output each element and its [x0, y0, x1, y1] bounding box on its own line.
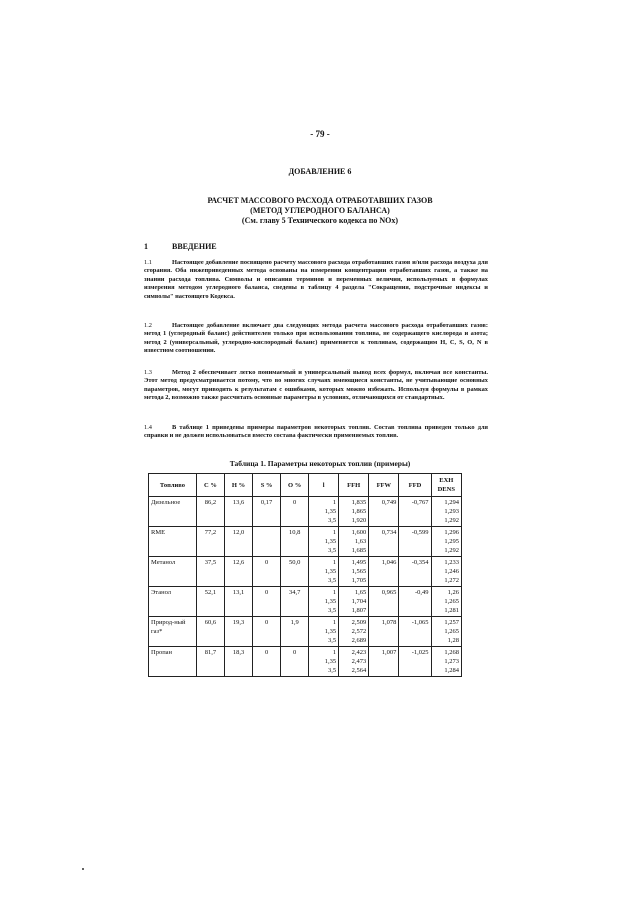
table-cell-line: 1,65	[354, 589, 367, 596]
title-line: РАСЧЕТ МАССОВОГО РАСХОДА ОТРАБОТАВШИХ ГАЗОВ	[207, 196, 433, 205]
document-title	[0, 196, 640, 226]
paragraph-number: 1.4	[144, 424, 152, 431]
table-cell-line: 1	[332, 589, 337, 596]
table-cell-l	[309, 617, 339, 647]
paragraph	[144, 259, 488, 301]
table-cell-line: 1	[332, 649, 337, 656]
table-cell-line: 1,296	[444, 529, 459, 536]
table-cell-ffd: -0,354	[399, 557, 431, 587]
table-cell-exh	[431, 527, 461, 557]
table-cell-o: 0	[281, 497, 309, 527]
table-cell-line: 1,233	[444, 559, 459, 566]
table-cell-h: 19,3	[224, 617, 252, 647]
table-cell-ffd: -0,767	[399, 497, 431, 527]
section-title: ВВЕДЕНИЕ	[172, 242, 217, 251]
table-cell-ffd: -0,599	[399, 527, 431, 557]
table-cell-line: 1,495	[351, 559, 367, 566]
table-cell-ffw: 1,078	[369, 617, 399, 647]
table-cell-fuel: Метанол	[149, 557, 197, 587]
table-cell-line: 1,265	[444, 628, 459, 635]
table-cell-exh	[431, 557, 461, 587]
table-cell-line: 3,5	[327, 637, 337, 644]
table-cell-line: 1,865	[351, 508, 367, 515]
title-line: (См. главу 5 Технического кодекса по NOx)	[241, 216, 399, 225]
table-cell-s: 0	[253, 587, 281, 617]
section-number: 1	[144, 242, 148, 251]
section-heading	[144, 242, 217, 251]
column-header: S %	[253, 474, 281, 497]
table-row	[149, 587, 462, 617]
column-header: l	[309, 474, 339, 497]
table-cell-c: 37,5	[196, 557, 224, 587]
table-cell-line: 1,685	[351, 547, 367, 554]
table-cell-h: 12,6	[224, 557, 252, 587]
paragraph-text: Настоящее добавление посвящено расчету массового расхода отработавших газов и/или расхода воздуха для сгорания. Оба нижеприведенных метода основаны на измерении концентрации отработавших газов, а также на знании расхода топлива. Символы и описания терминов и переменных величин, используемых в формулах измерения методом углеродного баланса, сведены в таблицу 4 раздела "Сокращения, подстрочные индексы и символы" настоящего Кодекса.	[144, 259, 488, 300]
table-cell-line: 1,35	[324, 538, 337, 545]
table-cell-ffd: -0,49	[399, 587, 431, 617]
table-cell-o: 0	[281, 647, 309, 677]
table-cell-l	[309, 527, 339, 557]
table-cell-line: 1,294	[444, 499, 459, 506]
table-cell-line: 2,473	[351, 658, 367, 665]
table-row	[149, 647, 462, 677]
column-header: FFW	[369, 474, 399, 497]
table-cell-l	[309, 557, 339, 587]
table-cell-l	[309, 497, 339, 527]
table-cell-fuel: Природ-ный газ*	[149, 617, 197, 647]
table-row	[149, 527, 462, 557]
scan-speck	[82, 868, 84, 870]
table-cell-line: 1,35	[324, 568, 337, 575]
table-cell-line: 1	[332, 529, 337, 536]
column-header: H %	[224, 474, 252, 497]
table-cell-ffw: 1,046	[369, 557, 399, 587]
table-cell-line: 1	[332, 499, 337, 506]
table-cell-h: 18,3	[224, 647, 252, 677]
table-cell-ffh	[339, 527, 369, 557]
title-line: (МЕТОД УГЛЕРОДНОГО БАЛАНСА)	[250, 206, 390, 215]
table-cell-ffh	[339, 617, 369, 647]
table-cell-line: 1	[332, 619, 337, 626]
paragraph	[144, 424, 488, 441]
table-cell-line: 3,5	[327, 607, 337, 614]
table-cell-line: 1,246	[444, 568, 459, 575]
table-cell-line: 1,63	[354, 538, 367, 545]
table-cell-c: 60,6	[196, 617, 224, 647]
paragraph	[144, 369, 488, 403]
table-cell-fuel: RME	[149, 527, 197, 557]
table-cell-line: 3,5	[327, 547, 337, 554]
column-header: EXH DENS	[431, 474, 461, 497]
table-cell-line: 1,257	[444, 619, 459, 626]
table-cell-s	[253, 527, 281, 557]
table-cell-c: 77,2	[196, 527, 224, 557]
table-cell-line: 1,28	[447, 637, 459, 644]
table-cell-line: 1,272	[444, 577, 459, 584]
table-cell-line: 2,564	[351, 667, 367, 674]
table-cell-line: 1,281	[444, 607, 459, 614]
table-cell-s: 0	[253, 557, 281, 587]
table-cell-fuel: Дизельное	[149, 497, 197, 527]
column-header: O %	[281, 474, 309, 497]
table-cell-line: 2,509	[351, 619, 367, 626]
table-cell-line: 1,35	[324, 598, 337, 605]
table-cell-line: 3,5	[327, 577, 337, 584]
table-cell-line: 1,265	[444, 598, 459, 605]
paragraph-number: 1.1	[144, 259, 152, 266]
column-header: FFD	[399, 474, 431, 497]
table-cell-line: 1,35	[324, 658, 337, 665]
table-cell-s: 0	[253, 647, 281, 677]
table-row	[149, 617, 462, 647]
table-cell-exh	[431, 497, 461, 527]
paragraph-text: В таблице 1 приведены примеры параметров некоторых топлив. Состав топлива приведен только для справки и не должен использоваться вместо состава фактически применяемых топлив.	[144, 424, 488, 440]
table-cell-line: 1,704	[351, 598, 367, 605]
table-caption: Таблица 1. Параметры некоторых топлив (примеры)	[229, 459, 411, 468]
table-cell-ffh	[339, 647, 369, 677]
table-cell-line: 1,35	[324, 628, 337, 635]
table-cell-s: 0	[253, 617, 281, 647]
table-cell-ffh	[339, 587, 369, 617]
table-cell-h: 13,1	[224, 587, 252, 617]
table-cell-h: 12,0	[224, 527, 252, 557]
table-cell-line: 1,920	[351, 517, 367, 524]
paragraph-number: 1.3	[144, 369, 152, 376]
paragraph-text: Метод 2 обеспечивает легко понимаемый и универсальный вывод всех формул, включая все константы. Этот метод предусматривается потому, что во многих случаях имеющиеся константы, не учитывающие основных параметров, могут приводить к результатам с ошибками, которых можно избежать. Используя формулы в рамках метода 2, возможно также рассчитать основные параметры в условиях, отличающихся от стандартных.	[144, 369, 488, 402]
table-cell-fuel: Этанол	[149, 587, 197, 617]
table-cell-line: 2,423	[351, 649, 367, 656]
table-cell-ffw: 0,734	[369, 527, 399, 557]
table-cell-ffd: -1,025	[399, 647, 431, 677]
table-cell-c: 81,7	[196, 647, 224, 677]
table-cell-o: 1,9	[281, 617, 309, 647]
fuel-parameters-table	[148, 473, 462, 677]
table-cell-line: 1,292	[444, 547, 459, 554]
table-cell-exh	[431, 647, 461, 677]
column-header: Топливо	[149, 474, 197, 497]
table-cell-line: 1,284	[444, 667, 459, 674]
page-number: - 79 -	[310, 129, 330, 139]
table-cell-line: 3,5	[327, 517, 337, 524]
table-cell-o: 34,7	[281, 587, 309, 617]
table-cell-line: 1,705	[351, 577, 367, 584]
column-header: FFH	[339, 474, 369, 497]
table-cell-s: 0,17	[253, 497, 281, 527]
table-cell-ffd: -1,065	[399, 617, 431, 647]
table-cell-l	[309, 587, 339, 617]
table-cell-line: 1,273	[444, 658, 459, 665]
column-header: C %	[196, 474, 224, 497]
table-cell-line: 2,689	[351, 637, 367, 644]
table-cell-line: 1,565	[351, 568, 367, 575]
table-cell-line: 1,26	[447, 589, 459, 596]
table-cell-ffw: 0,749	[369, 497, 399, 527]
table-header-row	[149, 474, 462, 497]
table-cell-c: 86,2	[196, 497, 224, 527]
paragraph-number: 1.2	[144, 322, 152, 329]
table-row	[149, 557, 462, 587]
table-cell-line: 1	[332, 559, 337, 566]
table-cell-line: 1,293	[444, 508, 459, 515]
table-cell-line: 1,292	[444, 517, 459, 524]
table-row	[149, 497, 462, 527]
table-cell-exh	[431, 587, 461, 617]
table-cell-line: 2,572	[351, 628, 367, 635]
table-cell-line: 1,600	[351, 529, 367, 536]
table-cell-o: 10,8	[281, 527, 309, 557]
paragraph	[144, 322, 488, 356]
table-cell-line: 1,835	[351, 499, 367, 506]
table-cell-ffw: 1,007	[369, 647, 399, 677]
table-cell-l	[309, 647, 339, 677]
table-cell-line: 3,5	[327, 667, 337, 674]
table-cell-line: 1,35	[324, 508, 337, 515]
table-cell-fuel: Пропан	[149, 647, 197, 677]
table-cell-line: 1,807	[351, 607, 367, 614]
table-cell-ffh	[339, 497, 369, 527]
table-cell-c: 52,1	[196, 587, 224, 617]
table-cell-line: 1,268	[444, 649, 459, 656]
annex-heading: ДОБАВЛЕНИЕ 6	[288, 167, 352, 176]
table-cell-o: 50,0	[281, 557, 309, 587]
table-cell-ffh	[339, 557, 369, 587]
table-cell-exh	[431, 617, 461, 647]
paragraph-text: Настоящее добавление включает два следующих метода расчета массового расхода отработавших газов: метод 1 (углеродный баланс) действителен только при использовании топлива, не содержащего кислорода и азота; метод 2 (универсальный, углеродно-кислородный баланс) применяется к топливам, содержащим H, C, S, O, N в известном соотношении.	[144, 322, 488, 355]
table-cell-h: 13,6	[224, 497, 252, 527]
table-cell-line: 1,295	[444, 538, 459, 545]
table-cell-ffw: 0,965	[369, 587, 399, 617]
